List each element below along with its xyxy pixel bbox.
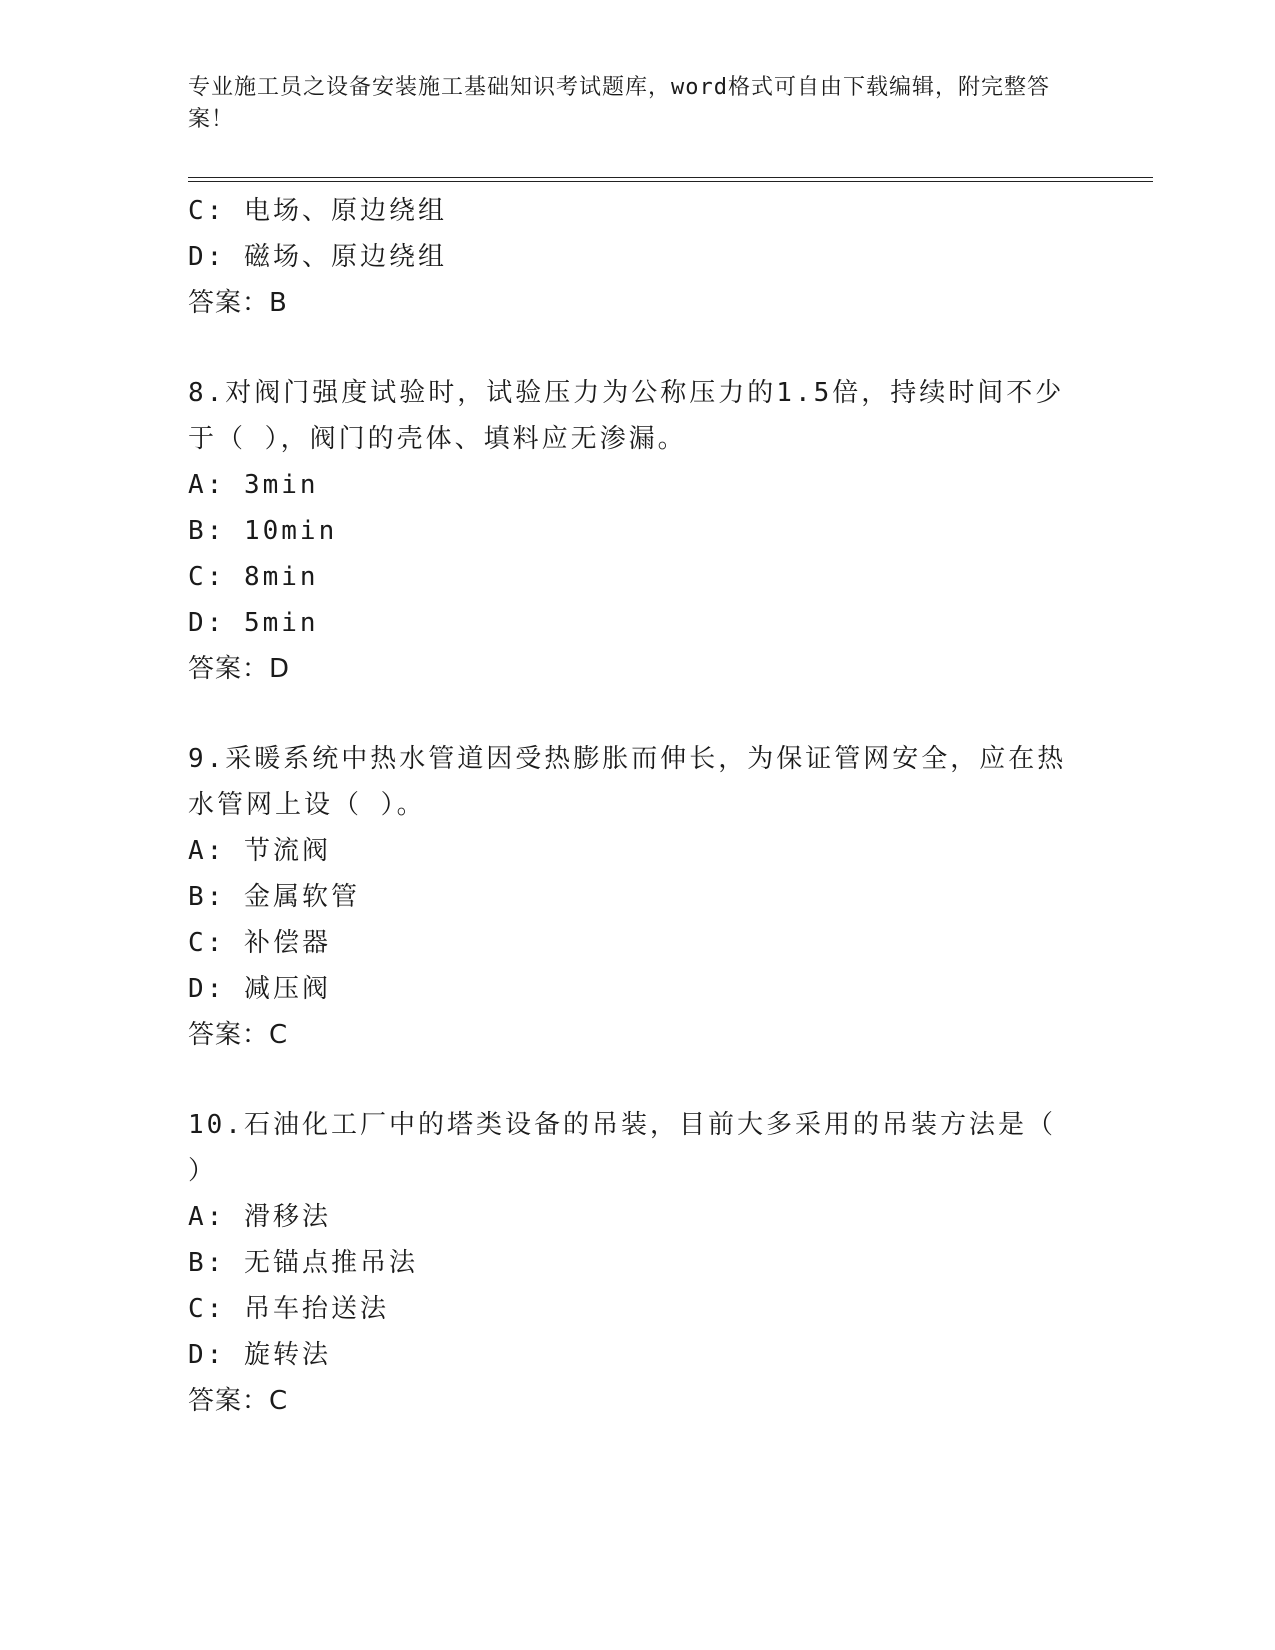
option-text: 电场、原边绕组	[243, 196, 447, 226]
option-d	[188, 1332, 1068, 1378]
option-c	[188, 920, 1068, 966]
option-label: C:	[188, 196, 226, 226]
option-text: 吊车抬送法	[243, 1294, 389, 1324]
answer-line: 答案：C	[188, 1020, 289, 1050]
page-header: 专业施工员之设备安装施工基础知识考试题库，word格式可自由下载编辑，附完整答案！	[188, 75, 1050, 132]
option-d	[188, 966, 1068, 1012]
option-a	[188, 1194, 1068, 1240]
header-divider	[188, 177, 1153, 182]
option-text: 10min	[243, 516, 338, 546]
answer-line: 答案：D	[188, 654, 291, 684]
option-text: 5min	[243, 608, 319, 638]
option-a	[188, 462, 1068, 508]
option-a	[188, 828, 1068, 874]
option-b	[188, 508, 1068, 554]
question-9	[188, 736, 1068, 1058]
option-label: C:	[188, 928, 226, 958]
answer-line: 答案：C	[188, 1386, 289, 1416]
option-label: D:	[188, 608, 226, 638]
option-text: 节流阀	[243, 836, 331, 866]
question-8	[188, 370, 1068, 692]
option-c	[188, 1286, 1068, 1332]
option-text: 磁场、原边绕组	[243, 242, 447, 272]
option-label: B:	[188, 516, 226, 546]
option-text: 无锚点推吊法	[243, 1248, 418, 1278]
option-label: D:	[188, 242, 226, 272]
option-text: 金属软管	[243, 882, 360, 912]
question-stem: 10.石油化工厂中的塔类设备的吊装，目前大多采用的吊装方法是（ ）	[188, 1110, 1056, 1186]
option-text: 减压阀	[243, 974, 331, 1004]
option-d	[188, 600, 1068, 646]
option-b	[188, 1240, 1068, 1286]
option-text: 8min	[243, 562, 319, 592]
question-10	[188, 1102, 1068, 1424]
document-body	[188, 188, 1068, 1424]
option-text: 补偿器	[243, 928, 331, 958]
option-c	[188, 188, 1068, 234]
option-label: D:	[188, 1340, 226, 1370]
option-b	[188, 874, 1068, 920]
option-c	[188, 554, 1068, 600]
option-text: 旋转法	[243, 1340, 331, 1370]
question-stem: 8.对阀门强度试验时，试验压力为公称压力的1.5倍，持续时间不少于（ ），阀门的壳体、填料应无渗漏。	[188, 378, 1065, 454]
option-label: C:	[188, 562, 226, 592]
answer-line: 答案：B	[188, 288, 288, 318]
option-text: 滑移法	[243, 1202, 331, 1232]
option-label: C:	[188, 1294, 226, 1324]
option-d	[188, 234, 1068, 280]
option-label: A:	[188, 836, 226, 866]
option-label: A:	[188, 1202, 226, 1232]
option-label: D:	[188, 974, 226, 1004]
option-label: A:	[188, 470, 226, 500]
option-label: B:	[188, 882, 226, 912]
question-stem: 9.采暖系统中热水管道因受热膨胀而伸长，为保证管网安全，应在热水管网上设（ ）。	[188, 744, 1067, 820]
question-7-continued	[188, 188, 1068, 326]
option-label: B:	[188, 1248, 226, 1278]
option-text: 3min	[243, 470, 319, 500]
